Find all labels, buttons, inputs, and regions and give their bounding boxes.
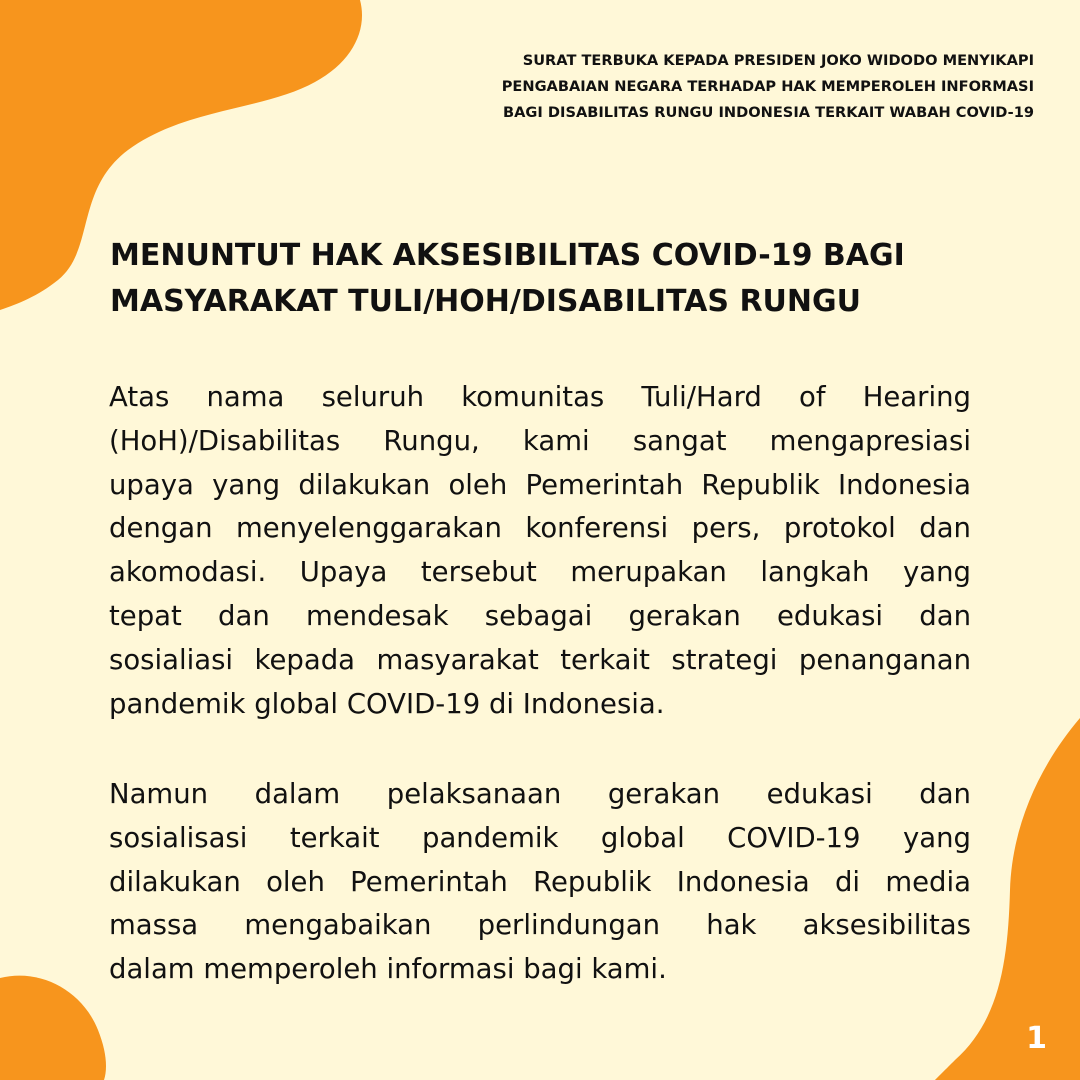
paragraph-line: upaya yang dilakukan oleh Pemerintah Republik Indonesia — [109, 468, 971, 501]
paragraph-line: massa mengabaikan perlindungan hak aksesibilitas — [109, 909, 971, 942]
paragraph-line: dengan menyelenggarakan konferensi pers, protokol dan — [109, 512, 971, 545]
paragraph-line: akomodasi. Upaya tersebut merupakan langkah yang — [109, 556, 971, 589]
paragraph-line: dalam memperoleh informasi bagi kami. — [109, 953, 667, 986]
header-line: PENGABAIAN NEGARA TERHADAP HAK MEMPEROLEH INFORMASI — [501, 78, 1034, 95]
paragraph-line: dilakukan oleh Pemerintah Republik Indonesia di media — [109, 865, 971, 898]
paragraph-line: pandemik global COVID-19 di Indonesia. — [109, 687, 665, 720]
paragraph-line: Namun dalam pelaksanaan gerakan edukasi dan — [109, 778, 971, 810]
header-line: BAGI DISABILITAS RUNGU INDONESIA TERKAIT WABAH COVID-19 — [503, 104, 1034, 121]
page-title — [110, 233, 970, 325]
bottom-left-orange-blob — [0, 976, 106, 1080]
header-line: SURAT TERBUKA KEPADA PRESIDEN JOKO WIDODO MENYIKAPI — [522, 52, 1034, 69]
paragraph-line: sosialisasi terkait pandemik global COVID-19 yang — [109, 821, 971, 854]
paragraph-line: (HoH)/Disabilitas Rungu, kami sangat mengapresiasi — [109, 424, 971, 457]
paragraph-line: sosialiasi kepada masyarakat terkait strategi penanganan — [109, 643, 971, 676]
paragraph-line: tepat dan mendesak sebagai gerakan edukasi dan — [109, 599, 971, 632]
paragraph-1 — [109, 376, 971, 726]
title-line: MASYARAKAT TULI/HOH/DISABILITAS RUNGU — [110, 284, 861, 319]
page-number: 1 — [1026, 1021, 1047, 1056]
paragraph-line: Atas nama seluruh komunitas Tuli/Hard of Hearing — [109, 381, 971, 413]
paragraph-2 — [109, 773, 971, 992]
title-line: MENUNTUT HAK AKSESIBILITAS COVID-19 BAGI — [110, 238, 905, 273]
letter-header — [414, 48, 1034, 126]
